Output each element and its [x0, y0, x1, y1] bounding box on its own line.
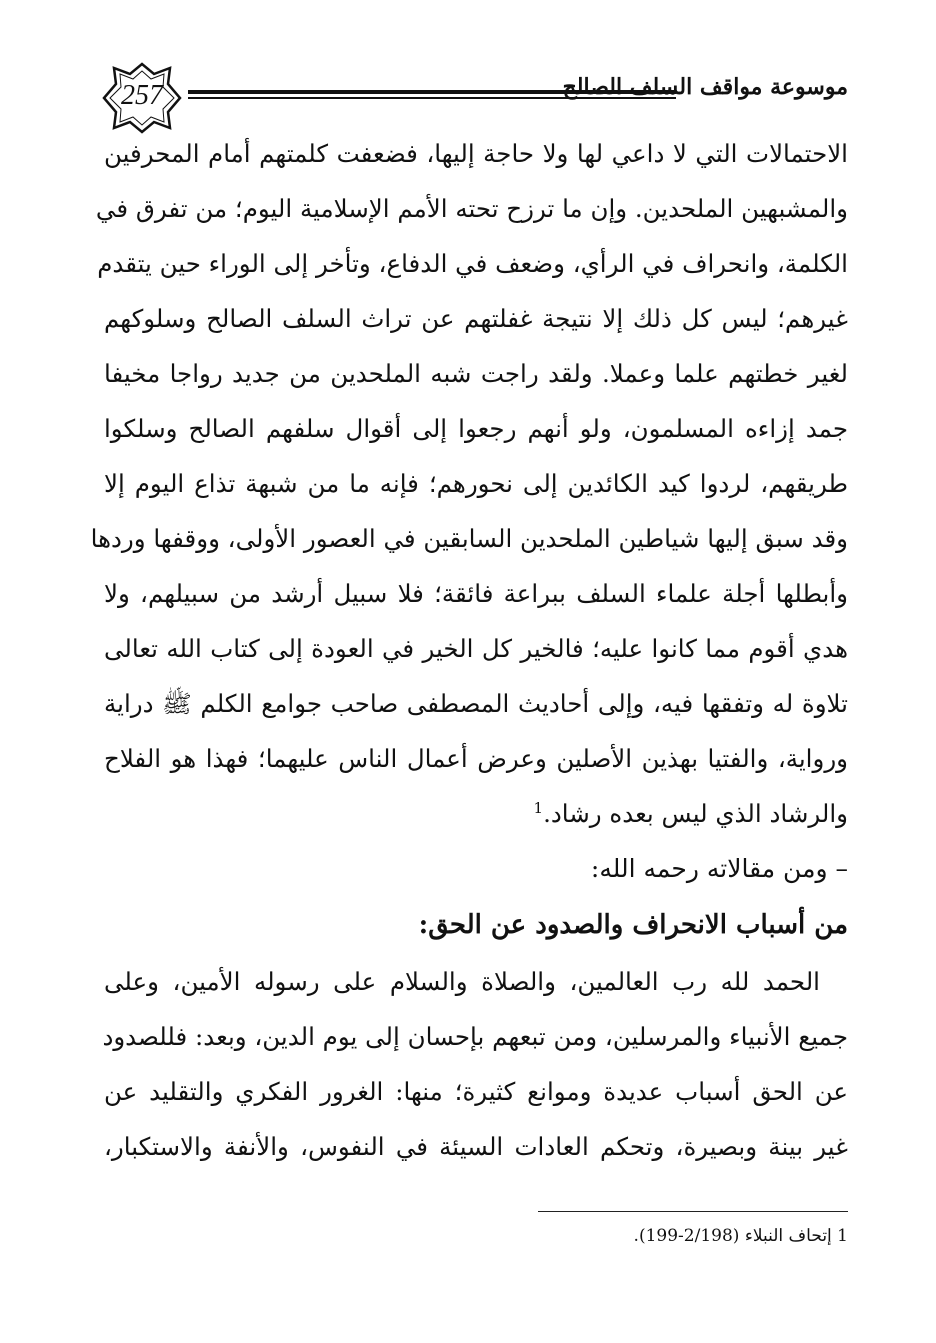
page-number: 257 [121, 80, 163, 111]
series-title: موسوعة مواقف السلف الصالح [562, 74, 848, 100]
text-line: الاحتمالات التي لا داعي لها ولا حاجة إليها، فضعفت كلمتهم أمام المحرفين [104, 139, 848, 168]
page-header [100, 62, 848, 134]
text-line: عن الحق أسباب عديدة وموانع كثيرة؛ منها: الغرور الفكري والتقليد عن [104, 1077, 848, 1106]
text-line: غير بينة وبصيرة، وتحكم العادات السيئة في النفوس، والأنفة والاستكبار، [104, 1132, 848, 1161]
main-text [90, 126, 848, 1174]
text-line: هدي أقوم مما كانوا عليه؛ فالخير كل الخير في العودة إلى كتاب الله تعالى [104, 634, 848, 663]
paragraph-last-line [104, 786, 848, 841]
text-line: غيرهم؛ ليس كل ذلك إلا نتيجة غفلتهم عن تراث السلف الصالح وسلوكهم [104, 304, 848, 333]
text-line: ورواية، والفتيا بهذين الأصلين وعرض أعمال الناس عليهما؛ فهذا هو الفلاح [104, 744, 848, 773]
text-line: جميع الأنبياء والمرسلين، ومن تبعهم بإحسان إلى يوم الدين، وبعد: فللصدود [102, 1022, 848, 1051]
text-line: تلاوة له وتفقها فيه، وإلى أحاديث المصطفى صاحب جوامع الكلم ﷺ دراية [104, 689, 848, 718]
footnote-reference: 1 [533, 798, 544, 817]
text-line: وأبطلها أجلة علماء السلف ببراعة فائقة؛ فلا سبيل أرشد من سبيلهم، ولا [104, 579, 848, 608]
footnote-divider [538, 1211, 848, 1212]
footnote: 1 إتحاف النبلاء (2/198-199). [633, 1226, 848, 1246]
text-line: الحمد لله رب العالمين، والصلاة والسلام على رسوله الأمين، وعلى [104, 967, 820, 996]
text-line: طريقهم، لردوا كيد الكائدين إلى نحورهم؛ فإنه ما من شبهة تذاع اليوم إلا [104, 469, 848, 498]
text-line: وقد سبق إليها شياطين الملحدين السابقين في العصور الأولى، ووقفها وردها [90, 524, 848, 553]
text-line: جمد إزاءه المسلمون، ولو أنهم رجعوا إلى أقوال سلفهم الصالح وسلكوا [104, 414, 848, 443]
text-line: والمشبهين الملحدين. وإن ما ترزح تحته الأمم الإسلامية اليوم؛ من تفرق في [95, 194, 848, 223]
text-line: لغير خطتهم علما وعملا. ولقد راجت شبه الملحدين من جديد رواجا مخيفا [104, 359, 848, 388]
last-line-text: والرشاد الذي ليس بعده رشاد. [543, 799, 848, 828]
section-heading: من أسباب الانحراف والصدود عن الحق: [418, 910, 848, 940]
page-number-badge [100, 62, 184, 134]
text-line: الكلمة، وانحراف في الرأي، وضعف في الدفاع، وتأخر إلى الوراء حين يتقدم [97, 249, 848, 278]
subheading: – ومن مقالاته رحمه الله: [590, 854, 848, 883]
